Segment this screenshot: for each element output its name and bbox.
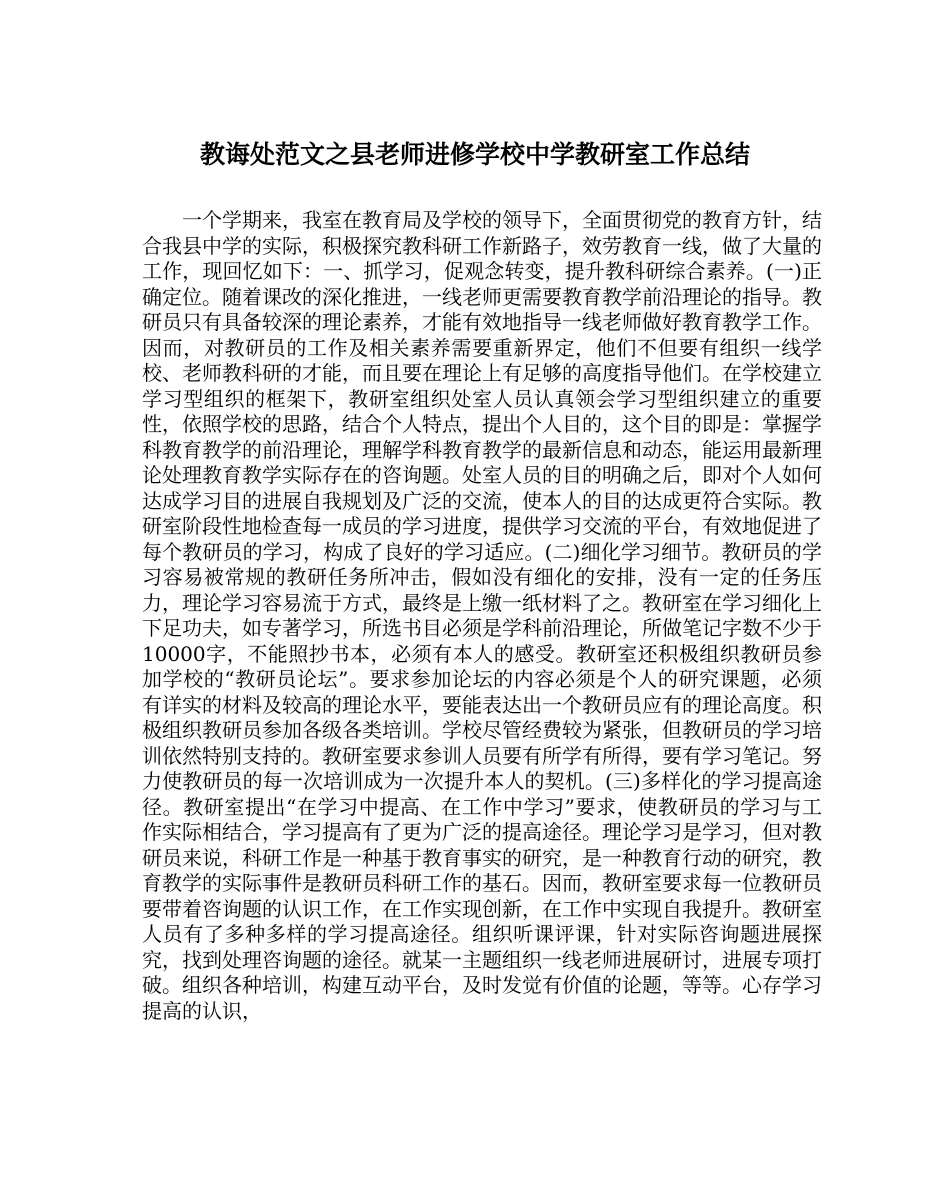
document-body: 一个学期来，我室在教育局及学校的领导下，全面贯彻党的教育方针，结合我县中学的实际，积极探究教科研工作新路子，效劳教育一线，做了大量的工作，现回忆如下：一、抓学习，促观念转变，提升教科研综合素养。(一)正确定位。随着课改的深化推进，一线老师更需要教育教学前沿理论的指导。教研员只有具备较深的理论素养，才能有效地指导一线老师做好教育教学工作。因而，对教研员的工作及相关素养需要重新界定，他们不但要有组织一线学校、老师教科研的才能，而且要在理论上有足够的高度指导他们。在学校建立学习型组织的框架下，教研室组织处室人员认真领会学习型组织建立的重要性，依照学校的思路，结合个人特点，提出个人目的，这个目的即是：掌握学科教育教学的前沿理论，理解学科教育教学的最新信息和动态，能运用最新理论处理教育教学实际存在的咨询题。处室人员的目的明确之后，即对个人如何达成学习目的进展自我规划及广泛的交流，使本人的目的达成更符合实际。教研室阶段性地检查每一成员的学习进度，提供学习交流的平台，有效地促进了每个教研员的学习，构成了良好的学习适应。(二)细化学习细节。教研员的学习容易被常规的教研任务所冲击，假如没有细化的安排，没有一定的任务压力，理论学习容易流于方式，最终是上缴一纸材料了之。教研室在学习细化上下足功夫，如专著学习，所选书目必须是学科前沿理论，所做笔记字数不少于10000字，不能照抄书本，必须有本人的感受。教研室还积极组织教研员参加学校的“教研员论坛”。要求参加论坛的内容必须是个人的研究课题，必须有详实的材料及较高的理论水平，要能表达出一个教研员应有的理论高度。积极组织教研员参加各级各类培训。学校尽管经费较为紧张，但教研员的学习培训依然特别支持的。教研室要求参训人员要有所学有所得，要有学习笔记。努力使教研员的每一次培训成为一次提升本人的契机。(三)多样化的学习提高途径。教研室提出“在学习中提高、在工作中学习”要求，使教研员的学习与工作实际相结合，学习提高有了更为广泛的提高途径。理论学习是学习，但对教研员来说，科研工作是一种基于教育事实的研究，是一种教育行动的研究，教育教学的实际事件是教研员科研工作的基石。因而，教研室要求每一位教研员要带着咨询题的认识工作，在工作实现创新，在工作中实现自我提升。教研室人员有了多种多样的学习提高途径。组织听课评课，针对实际咨询题进展探究，找到处理咨询题的途径。就某一主题组织一线老师进展研讨，进展专项打破。组织各种培训，构建互动平台，及时发觉有价值的论题，等等。心存学习提高的认识，	[142, 208, 822, 1023]
document-title: 教诲处范文之县老师进修学校中学教研室工作总结	[199, 140, 750, 169]
